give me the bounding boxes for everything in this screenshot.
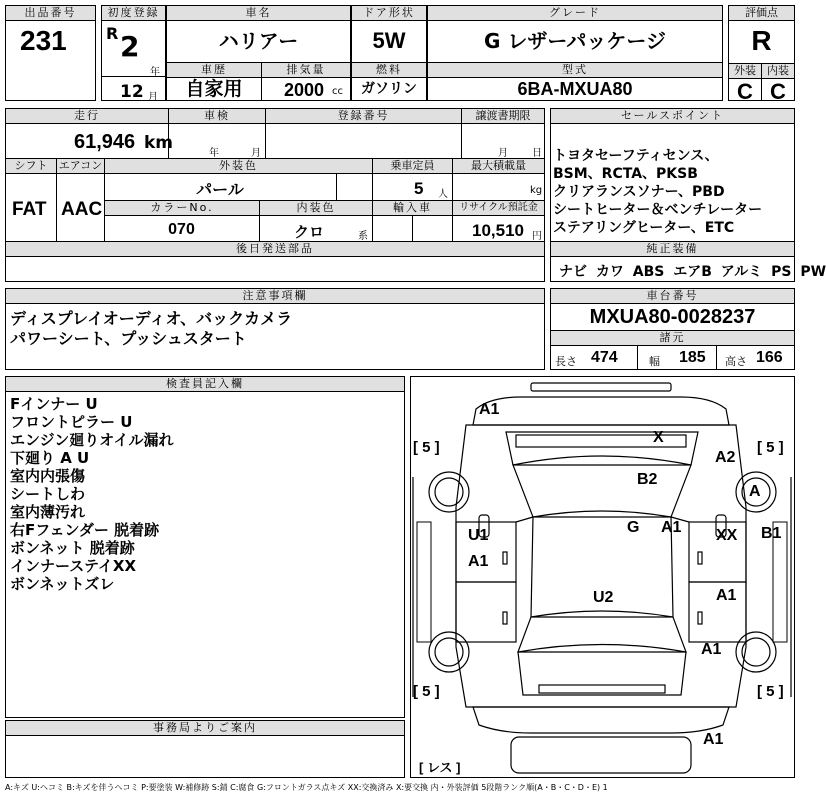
score-box — [728, 5, 795, 104]
fuel-label: 燃料 — [352, 63, 426, 78]
car-name-box — [166, 5, 351, 63]
damage-diagram — [410, 376, 795, 778]
inspector-line: 室内内張傷 — [10, 467, 86, 485]
deadline-month-unit: 月 — [498, 148, 508, 159]
equipment-item: PW — [800, 264, 826, 280]
sales-line: ステアリングヒーター、ETC — [553, 220, 735, 236]
history-value: 自家用 — [185, 78, 243, 100]
displacement-value: 2000 — [284, 80, 325, 100]
sales-point-box — [550, 108, 826, 282]
inspection-year-unit: 年 — [209, 148, 219, 159]
length-label: 長さ — [555, 355, 577, 368]
import-label: 輸入車 — [372, 201, 452, 216]
max-load-label: 最大積載量 — [452, 159, 544, 174]
inspector-lines — [10, 395, 174, 593]
interior-grade: C — [770, 79, 786, 104]
inspector-line: 下廻り A U — [10, 449, 90, 467]
recycle-label: リサイクル預託金 — [452, 201, 544, 216]
mark-grille: X — [653, 429, 664, 446]
car-outline-svg — [411, 377, 794, 777]
model-code-box — [427, 62, 723, 101]
aircon-label: エアコン — [56, 159, 104, 174]
score-label: 評価点 — [729, 6, 794, 21]
notes-label: 注意事項欄 — [6, 289, 544, 304]
mark-windshield: G — [627, 519, 640, 536]
era-letter: R — [106, 24, 119, 43]
displacement-unit: cc — [332, 86, 343, 97]
later-parts-label: 後日発送部品 — [6, 242, 544, 257]
max-load-unit: kg — [530, 185, 543, 196]
mileage-value: 61,946 — [74, 131, 136, 153]
inspector-line: エンジン廻りオイル漏れ — [10, 431, 174, 449]
tire-depth-rear-right: [ 5 ] — [757, 683, 784, 700]
width-label: 幅 — [649, 355, 660, 368]
car-name-value: ハリアー — [218, 29, 299, 53]
tire-depth-front-left: [ 5 ] — [413, 439, 440, 456]
mark-rear-bumper: A1 — [703, 731, 724, 748]
inspection-month-unit: 月 — [251, 148, 261, 159]
ext-color-value: パール — [196, 180, 244, 199]
model-code-label: 型式 — [428, 63, 722, 78]
transfer-deadline-label: 譲渡書期限 — [461, 109, 544, 124]
spare-tire: [ レス ] — [419, 760, 461, 775]
sales-line: クリアランスソナー、PBD — [553, 184, 725, 200]
lot-number-box — [5, 5, 96, 101]
color-no-value: 070 — [168, 221, 195, 238]
capacity-label: 乗車定員 — [372, 159, 452, 174]
inspector-line: インナーステイXX — [10, 557, 137, 575]
height-value: 166 — [756, 349, 783, 366]
mark-right-rear-fender: A1 — [701, 641, 722, 658]
equipment-label: 純正装備 — [551, 241, 794, 257]
notes-lines — [10, 309, 292, 349]
office-box — [5, 720, 405, 778]
sales-line: トヨタセーフティセンス、 — [553, 148, 719, 164]
lot-number-label: 出品番号 — [6, 6, 95, 21]
fuel-box — [351, 62, 427, 101]
inspector-line: フロントピラー U — [10, 413, 133, 431]
equipment-item: カワ — [595, 264, 624, 280]
interior-label: 内装 — [762, 64, 794, 79]
history-box — [166, 62, 262, 101]
note-line: パワーシート、プッシュスタート — [10, 329, 247, 348]
capacity-value: 5 — [414, 179, 424, 198]
equipment-item: エアB — [673, 264, 712, 280]
sales-point-label: セールスポイント — [551, 109, 794, 124]
inspector-line: Fインナー U — [10, 395, 98, 413]
inspector-line: 右Fフェンダー 脱着跡 — [10, 521, 160, 539]
car-name-label: 車名 — [167, 6, 350, 21]
sales-line: BSM、RCTA、PKSB — [553, 166, 698, 182]
grade-box — [427, 5, 723, 63]
mark-a-pillar: A1 — [661, 519, 682, 536]
door-type-box — [351, 5, 427, 63]
mark-front-bumper: A1 — [479, 401, 500, 418]
first-registration-box — [101, 5, 166, 101]
sales-line: シートヒーター＆ベンチレーター — [553, 202, 763, 218]
lot-number-value: 231 — [20, 25, 67, 56]
mark-front-fender-right: A2 — [715, 449, 736, 466]
height-label: 高さ — [725, 355, 747, 368]
width-value: 185 — [679, 349, 706, 366]
exterior-label: 外装 — [729, 64, 761, 79]
grade-label: グレード — [428, 6, 722, 21]
color-no-label: カラーNo. — [104, 201, 259, 216]
mileage-label: 走行 — [6, 109, 168, 124]
first-registration-label: 初度登録 — [102, 6, 165, 21]
displacement-box — [261, 62, 351, 101]
chassis-box — [550, 288, 795, 370]
month-unit: 月 — [148, 92, 158, 103]
shift-label: シフト — [6, 159, 56, 174]
length-value: 474 — [591, 349, 618, 366]
shift-value: FAT — [12, 199, 47, 220]
recycle-unit: 円 — [532, 231, 542, 242]
tire-depth-rear-left: [ 5 ] — [413, 683, 440, 700]
mark-left-front-door-lower: A1 — [468, 553, 489, 570]
mark-left-front-door: U1 — [468, 527, 489, 544]
notes-box — [5, 288, 545, 370]
inspector-box — [5, 376, 405, 718]
mark-right-rear-door: A1 — [716, 587, 737, 604]
aircon-value: AAC — [61, 199, 103, 220]
inspector-line: シートしわ — [10, 485, 86, 503]
equipment-item: PS — [771, 264, 792, 280]
chassis-number: MXUA80-0028237 — [589, 306, 756, 328]
fuel-value: ガソリン — [361, 81, 417, 97]
registration-month: 12 — [120, 82, 144, 102]
spec-table — [5, 108, 545, 282]
inspection-label: 車検 — [168, 109, 265, 124]
note-line: ディスプレイオーディオ、バックカメラ — [10, 309, 293, 328]
capacity-unit: 人 — [438, 189, 448, 200]
equipment-item: ナビ — [559, 264, 587, 280]
grade-value: G レザーパッケージ — [484, 29, 666, 53]
reg-no-label: 登録番号 — [265, 109, 461, 124]
mark-right-pillar: B1 — [761, 525, 782, 542]
int-color-unit: 系 — [358, 231, 368, 242]
history-label: 車歴 — [167, 63, 261, 78]
sales-point-lines — [553, 147, 762, 237]
int-color-label: 内装色 — [259, 201, 372, 216]
model-code-value: 6BA-MXUA80 — [517, 79, 633, 99]
exterior-grade: C — [737, 79, 753, 104]
deadline-day-unit: 日 — [532, 148, 542, 159]
legend: A:キズ U:ヘコミ B:キズを伴うヘコミ P:要塗装 W:補修跡 S:錆 C:腐食 G:フロントガラス点キズ XX:交換済み X:要交換 内・外装評価 5段階ランク順(A・B・C・D・E) 1 — [5, 783, 608, 792]
door-type-label: ドア形状 — [352, 6, 426, 21]
mark-roof: U2 — [593, 589, 614, 606]
score-value: R — [751, 25, 772, 56]
ext-color-label: 外装色 — [104, 159, 372, 174]
chassis-label: 車台番号 — [551, 289, 794, 304]
displacement-label: 排気量 — [262, 63, 350, 78]
equipment-item: ABS — [632, 264, 665, 280]
dimensions-label: 諸元 — [551, 330, 794, 346]
mileage-unit: km — [144, 133, 174, 153]
int-color-value: クロ — [293, 223, 324, 241]
inspector-line: 室内薄汚れ — [10, 503, 86, 521]
year-unit: 年 — [150, 67, 160, 78]
door-type-value: 5W — [372, 28, 406, 53]
inspector-label: 検査員記入欄 — [6, 377, 404, 392]
inspector-line: ボンネット 脱着跡 — [10, 539, 135, 557]
registration-year: 2 — [120, 30, 140, 63]
mark-right-front-door: XX — [716, 527, 738, 544]
inspector-line: ボンネットズレ — [10, 575, 115, 593]
office-label: 事務局よりご案内 — [6, 721, 404, 736]
equipment-item: アルミ — [720, 264, 763, 280]
mark-front-wheel-right: A — [749, 483, 761, 500]
equipment-items — [559, 261, 826, 281]
tire-depth-front-right: [ 5 ] — [757, 439, 784, 456]
recycle-value: 10,510 — [472, 221, 524, 240]
mark-hood: B2 — [637, 471, 658, 488]
